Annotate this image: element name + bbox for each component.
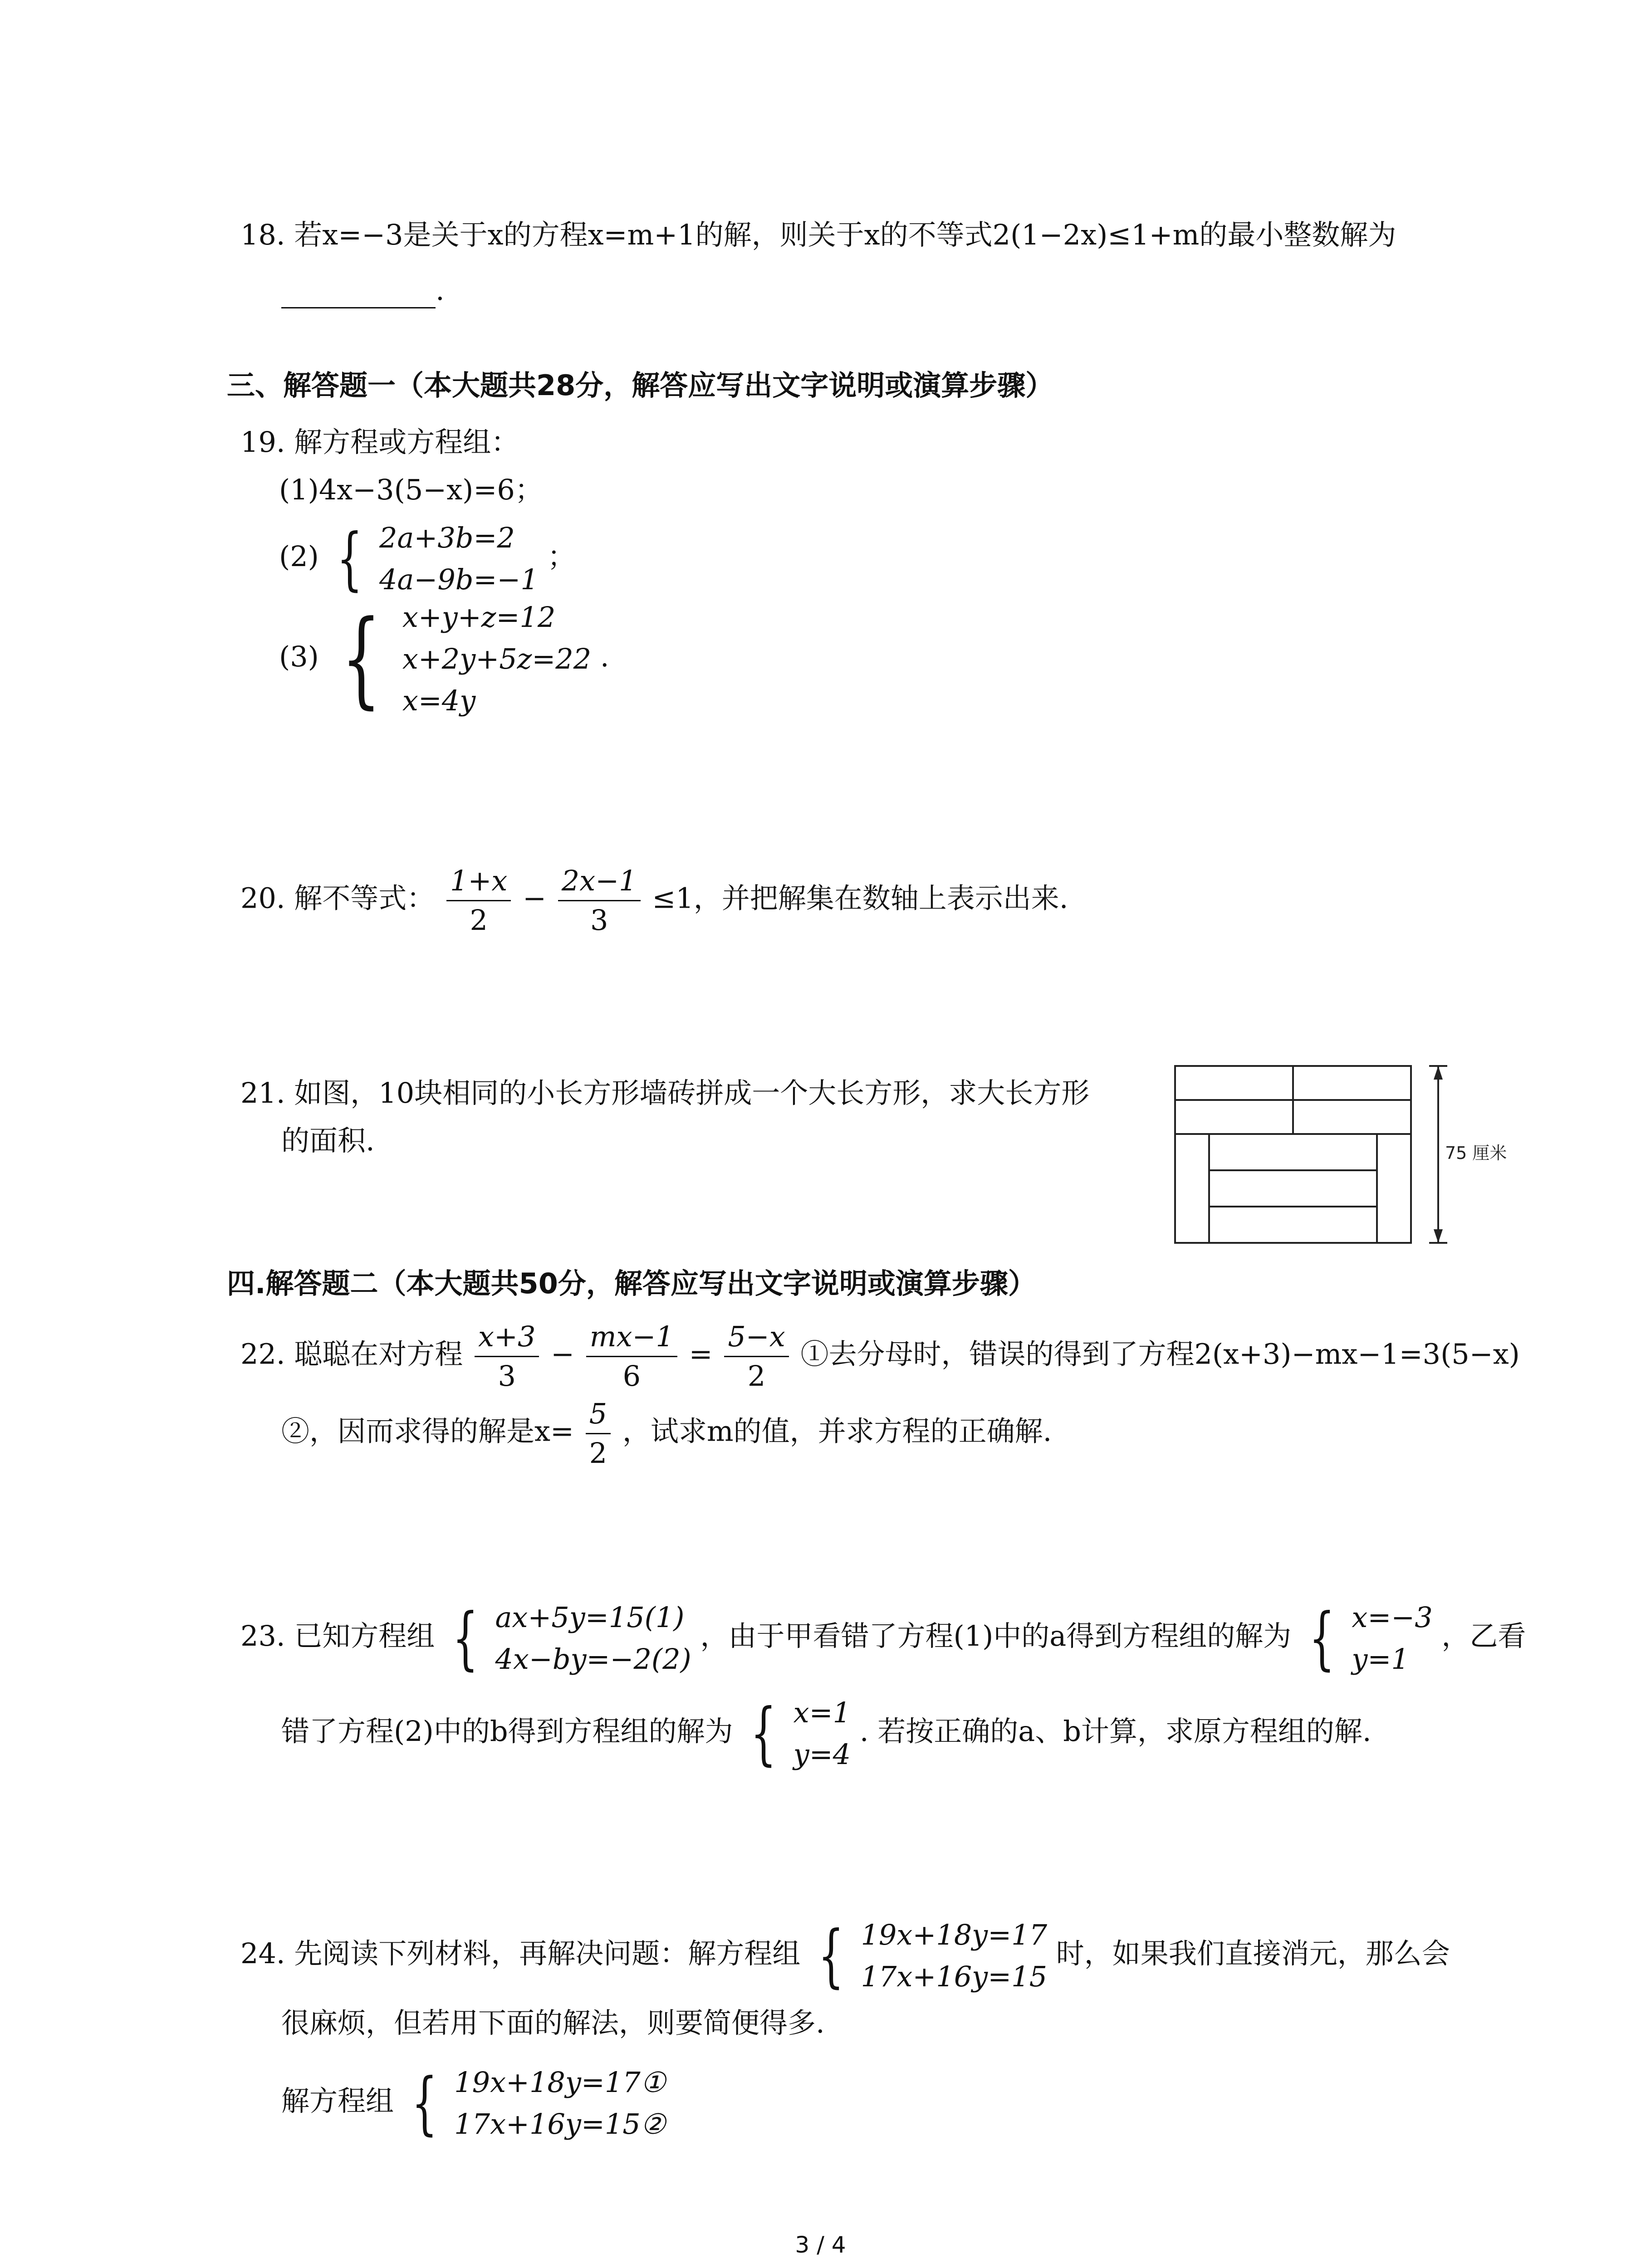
q22-f1-denominator: 3 (498, 1359, 516, 1393)
q20-fraction-2 (558, 862, 641, 939)
q19-part3-system (328, 596, 592, 722)
q23-solution-2 (742, 1692, 851, 1775)
q22-f2-denominator: 6 (622, 1359, 641, 1393)
q18-tail: . (436, 274, 445, 307)
q22-mid: ①去分母时，错误的得到了方程2(x+3)−mx−1=3(5−x) (800, 1337, 1520, 1371)
q23-tail1: ，乙看 (1441, 1619, 1526, 1653)
q20-f2-numerator: 2x−1 (558, 862, 641, 901)
q22-f4-numerator: 5 (586, 1395, 611, 1434)
q19-part2 (279, 517, 576, 601)
q19-part2-tail: ； (547, 540, 576, 573)
q23-line2 (281, 1692, 1372, 1775)
q19-part3-label: (3) (279, 640, 319, 674)
q21-line2: 的面积. (281, 1124, 375, 1157)
question-20 (240, 862, 1068, 939)
q22-line2-suffix: ，试求m的值，并求方程的正确解. (622, 1414, 1052, 1448)
q22-minus: − (551, 1337, 575, 1371)
q23-line1 (240, 1597, 1526, 1680)
q24-system-row1: 19x+18y=17 (861, 1918, 1048, 1951)
q20-f2-denominator: 3 (590, 904, 608, 937)
q20-prefix: 20. 解不等式： (240, 881, 435, 915)
q20-f1-numerator: 1+x (446, 862, 511, 901)
q20-f1-denominator: 2 (470, 904, 488, 937)
q21-figure (1166, 1061, 1507, 1252)
q20-minus: − (523, 881, 547, 915)
q23-sol2-row1: x=1 (793, 1696, 851, 1729)
q22-prefix: 22. 聪聪在对方程 (240, 1337, 463, 1371)
q22-fraction-4 (586, 1395, 611, 1472)
q22-f4-denominator: 2 (589, 1437, 607, 1470)
q19-intro: 19. 解方程或方程组： (240, 425, 519, 459)
q23-prefix: 23. 已知方程组 (240, 1619, 435, 1653)
question-18 (240, 217, 1396, 253)
brace-icon: { (336, 519, 362, 598)
q24-system2-row2: 17x+16y=15② (454, 2107, 666, 2141)
brace-icon: { (341, 598, 381, 719)
q20-fraction-1 (446, 862, 511, 939)
q24-prefix: 24. 先阅读下列材料，再解决问题：解方程组 (240, 1937, 801, 1970)
q24-system-2 (403, 2062, 666, 2145)
q19-part3 (279, 596, 609, 722)
q19-part3-tail: . (600, 640, 609, 674)
q19-part3-row1: x+y+z=12 (402, 601, 556, 634)
q23-system-row1: ax+5y=15(1) (495, 1601, 685, 1634)
q21-figure-label: 75 厘米 (1445, 1143, 1507, 1163)
q19-part2-system (328, 517, 539, 601)
q23-system-row2: 4x−by=−2(2) (495, 1642, 691, 1676)
q21-line1: 21. 如图，10块相同的小长方形墙砖拼成一个大长方形，求大长方形 (240, 1076, 1090, 1110)
section-4-title: 四.解答题二（本大题共50分，解答应写出文字说明或演算步骤） (227, 1267, 1036, 1300)
q20-suffix: ≤1，并把解集在数轴上表示出来. (652, 881, 1068, 915)
q22-f1-numerator: x+3 (475, 1318, 539, 1357)
q23-sol1-row1: x=−3 (1352, 1601, 1433, 1634)
q23-line2-suffix: . 若按正确的a、b计算，求原方程组的解. (859, 1715, 1372, 1748)
q22-line1 (240, 1318, 1520, 1395)
brace-icon: { (1309, 1599, 1335, 1678)
q24-line1 (240, 1914, 1450, 1998)
q22-line2-prefix: ②，因而求得的解是x= (281, 1414, 574, 1448)
brace-icon: { (818, 1916, 844, 1995)
q22-f2-numerator: mx−1 (586, 1318, 677, 1357)
q23-sol2-row2: y=4 (793, 1738, 851, 1771)
q24-system (809, 1914, 1047, 1998)
q19-part1: (1)4x−3(5−x)=6； (279, 473, 543, 506)
page-number: 3 / 4 (795, 2232, 846, 2258)
q19-part3-row3: x=4y (402, 684, 476, 717)
q19-part2-row2: 4a−9b=−1 (379, 563, 539, 596)
q23-sol1-row2: y=1 (1352, 1642, 1409, 1676)
q22-fraction-1 (475, 1318, 539, 1395)
brace-icon: { (411, 2064, 438, 2143)
q24-line2: 很麻烦，但若用下面的解法，则要简便得多. (281, 2006, 825, 2039)
q24-line3-prefix: 解方程组 (281, 2084, 394, 2118)
q24-system-row2: 17x+16y=15 (861, 1960, 1048, 1993)
q23-mid: ，由于甲看错了方程(1)中的a得到方程组的解为 (700, 1619, 1292, 1653)
brace-icon: { (452, 1599, 479, 1678)
q19-part2-row1: 2a+3b=2 (379, 521, 515, 554)
q18-blank[interactable] (281, 280, 436, 308)
q24-line3 (281, 2062, 666, 2145)
q24-system2-row1: 19x+18y=17① (454, 2066, 666, 2099)
q23-system (444, 1597, 691, 1680)
section-3-title: 三、解答题一（本大题共28分，解答应写出文字说明或演算步骤） (227, 369, 1054, 402)
q19-part3-row2: x+2y+5z=22 (402, 642, 592, 675)
q18-answer-line (281, 272, 445, 308)
q23-solution-1 (1300, 1597, 1433, 1680)
q22-line2 (281, 1395, 1052, 1472)
q22-fraction-2 (586, 1318, 677, 1395)
q18-text: 18. 若x=−3是关于x的方程x=m+1的解，则关于x的不等式2(1−2x)≤1+m的最小整数解为 (240, 218, 1396, 251)
q19-part2-label: (2) (279, 540, 319, 573)
brace-icon: { (750, 1694, 777, 1773)
q22-fraction-3 (724, 1318, 789, 1395)
q22-equals: = (689, 1337, 713, 1371)
arrow-up-icon (1434, 1066, 1443, 1080)
q22-f3-denominator: 2 (747, 1359, 766, 1393)
arrow-down-icon (1434, 1229, 1443, 1243)
q24-suffix: 时，如果我们直接消元，那么会 (1056, 1937, 1450, 1970)
q22-f3-numerator: 5−x (724, 1318, 789, 1357)
q23-line2-prefix: 错了方程(2)中的b得到方程组的解为 (281, 1715, 733, 1748)
